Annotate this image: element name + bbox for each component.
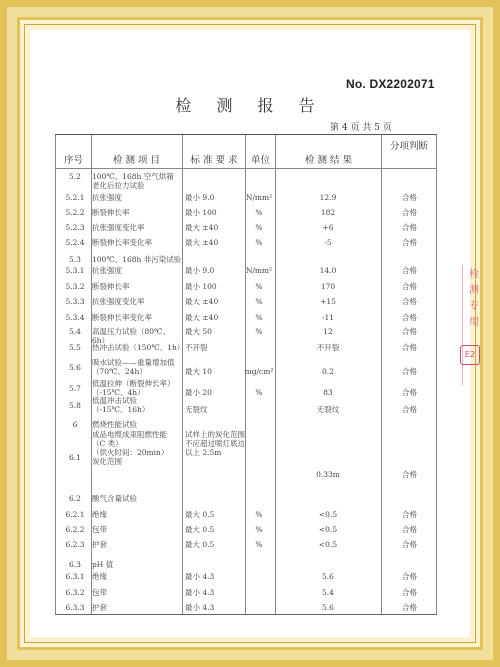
inspection-seal: 检 测 专 用 — [462, 265, 485, 385]
row-item: 低温冲击试验 （-15℃、16h） — [92, 396, 150, 414]
row-unit: % — [255, 525, 263, 534]
row-standard: 最小 9.0 — [185, 266, 215, 275]
row-judgement: 合格 — [402, 282, 417, 291]
row-standard: 最大 0.5 — [185, 525, 215, 534]
row-standard: 最小 4.3 — [185, 572, 215, 581]
row-item: 吸水试验——重量增加值 （70℃、24h） — [92, 358, 175, 376]
row-item: 100℃、168h 非污染试验 — [92, 255, 182, 264]
row-judgement: 合格 — [402, 388, 417, 397]
row-judgement: 合格 — [402, 193, 417, 202]
header-divider — [55, 168, 437, 169]
row-number: 5.7 — [69, 384, 81, 393]
row-standard: 不开裂 — [185, 343, 208, 352]
row-result: +15 — [320, 297, 336, 306]
row-judgement: 合格 — [402, 238, 417, 247]
row-item: 低温拉伸（断裂伸长率） （-15℃、4h） — [92, 379, 175, 397]
row-result: <0.5 — [318, 540, 338, 549]
row-unit: % — [255, 313, 263, 322]
row-unit: % — [255, 208, 263, 217]
row-item: 绝缘 — [92, 572, 107, 581]
header-judge: 分项判断 — [389, 141, 428, 152]
row-item: 护套 — [92, 540, 107, 549]
row-number: 5.5 — [69, 343, 81, 352]
row-unit: N/mm² — [245, 193, 273, 202]
row-item: 抗张强度变化率 — [92, 297, 145, 306]
row-judgement: 合格 — [402, 367, 417, 376]
row-item: 抗张强度变化率 — [92, 223, 145, 232]
row-item: 燃烧性能试验 — [92, 420, 137, 429]
row-item: 断裂伸长率 — [92, 208, 130, 217]
row-standard: 试样上的炭化范围不应超过喷灯底边以上 2.5m — [185, 430, 245, 457]
row-result: 5.6 — [322, 572, 334, 581]
row-judgement: 合格 — [402, 327, 417, 336]
row-unit: % — [255, 540, 263, 549]
row-result: 182 — [320, 208, 336, 217]
row-item: 100℃、168h 空气烘箱 老化后拉力试验 — [92, 172, 174, 190]
row-judgement: 合格 — [402, 313, 417, 322]
row-item: 酸气含量试验 — [92, 494, 137, 503]
row-result: 0.2 — [322, 367, 334, 376]
row-judgement: 合格 — [402, 208, 417, 217]
header-standard: 标 准 要 求 — [190, 155, 238, 166]
row-unit: % — [255, 238, 263, 247]
row-judgement: 合格 — [402, 540, 417, 549]
header-result: 检 测 结 果 — [304, 155, 353, 166]
row-number: 5.2.1 — [65, 193, 85, 202]
row-result: 5.4 — [322, 588, 334, 597]
row-number: 6.2.3 — [65, 540, 85, 549]
row-item: 绝缘 — [92, 510, 107, 519]
row-number: 5.2.2 — [65, 208, 85, 217]
row-number: 6.2.1 — [65, 510, 85, 519]
row-result: <0.5 — [318, 525, 338, 534]
row-unit: % — [255, 282, 263, 291]
row-result: <0.5 — [318, 510, 338, 519]
row-result: 0.33m — [316, 470, 340, 479]
row-unit: % — [255, 510, 263, 519]
row-standard: 最大 ±40 — [185, 297, 219, 306]
row-number: 6.2 — [69, 494, 81, 503]
row-result: 5.6 — [322, 603, 334, 612]
row-result: 83 — [323, 388, 333, 397]
row-judgement: 合格 — [402, 405, 417, 414]
row-number: 5.6 — [69, 363, 81, 372]
row-judgement: 合格 — [402, 470, 417, 479]
row-item: 断裂伸长率变化率 — [92, 238, 152, 247]
seal-code: E2 — [460, 345, 480, 365]
row-item: 成品电缆成束阻燃性能 （C 类） （供火时间：20min） 炭化范围 — [92, 430, 169, 466]
row-number: 5.4 — [69, 327, 81, 336]
row-result: 无裂纹 — [316, 405, 340, 414]
row-result: 12 — [323, 327, 333, 336]
document-number: No. DX2202071 — [346, 77, 435, 91]
row-standard: 最大 ±40 — [185, 313, 219, 322]
row-item: 抗张强度 — [92, 266, 122, 275]
page-info: 第 4 页 共 5 页 — [330, 123, 392, 133]
row-result: 不开裂 — [316, 343, 340, 352]
row-result: +6 — [322, 223, 334, 232]
row-item: 包带 — [92, 588, 107, 597]
row-number: 6.3.1 — [65, 572, 85, 581]
row-result: 14.0 — [319, 266, 337, 275]
row-judgement: 合格 — [402, 343, 417, 352]
row-item: 高温压力试验（80℃、6h） — [92, 327, 170, 345]
row-unit: % — [255, 327, 263, 336]
header-no: 序号 — [63, 155, 83, 166]
row-result: -5 — [324, 238, 332, 247]
row-item: 护套 — [92, 603, 107, 612]
row-result: 12.9 — [319, 193, 337, 202]
row-standard: 最小 4.3 — [185, 603, 215, 612]
row-standard: 最大 ±40 — [185, 238, 219, 247]
row-result: 170 — [320, 282, 336, 291]
row-number: 6.2.2 — [65, 525, 85, 534]
row-number: 6.1 — [69, 453, 81, 462]
row-number: 5.3 — [69, 255, 81, 264]
row-standard: 最大 0.5 — [185, 540, 215, 549]
row-standard: 最大 50 — [185, 327, 212, 336]
table-bottom-rule — [55, 614, 437, 615]
row-item: 热冲击试验（150℃、1h） — [92, 343, 185, 352]
row-item: pH 值 — [92, 560, 114, 569]
row-judgement: 合格 — [402, 297, 417, 306]
row-standard: 最小 100 — [185, 282, 217, 291]
row-standard: 最小 20 — [185, 388, 212, 397]
row-number: 5.3.4 — [65, 313, 85, 322]
row-judgement: 合格 — [402, 603, 417, 612]
row-unit: % — [255, 223, 263, 232]
column-divider — [182, 135, 183, 614]
row-judgement: 合格 — [402, 588, 417, 597]
row-unit: % — [255, 297, 263, 306]
row-judgement: 合格 — [402, 572, 417, 581]
row-standard: 最小 9.0 — [185, 193, 215, 202]
row-result: -11 — [321, 313, 335, 322]
row-number: 6.3.2 — [65, 588, 85, 597]
header-unit: 单位 — [250, 155, 270, 166]
table-top-rule — [55, 134, 437, 135]
row-item: 抗张强度 — [92, 193, 122, 202]
row-number: 5.8 — [69, 401, 81, 410]
header-item: 检 测 项 目 — [112, 155, 161, 166]
row-unit: % — [255, 388, 263, 397]
row-standard: 无裂纹 — [185, 405, 208, 414]
row-judgement: 合格 — [402, 510, 417, 519]
row-standard: 最小 4.3 — [185, 588, 215, 597]
report-title: 检 测 报 告 — [175, 96, 325, 115]
row-unit: N/mm² — [245, 266, 273, 275]
row-standard: 最大 0.5 — [185, 510, 215, 519]
row-number: 5.3.1 — [65, 266, 85, 275]
row-number: 6.3 — [69, 560, 81, 569]
row-judgement: 合格 — [402, 266, 417, 275]
row-item: 断裂伸长率变化率 — [92, 313, 152, 322]
row-number: 5.3.2 — [65, 282, 85, 291]
row-number: 6.3.3 — [65, 603, 85, 612]
row-standard: 最大 ±40 — [185, 223, 219, 232]
row-number: 5.3.3 — [65, 297, 85, 306]
row-standard: 最大 10 — [185, 367, 212, 376]
row-number: 5.2.3 — [65, 223, 85, 232]
row-number: 5.2.4 — [65, 238, 85, 247]
row-item: 断裂伸长率 — [92, 282, 130, 291]
row-standard: 最小 100 — [185, 208, 217, 217]
row-item: 包带 — [92, 525, 107, 534]
row-judgement: 合格 — [402, 525, 417, 534]
row-judgement: 合格 — [402, 223, 417, 232]
row-number: 6 — [72, 420, 78, 429]
row-number: 5.2 — [69, 172, 81, 181]
row-unit: mg/cm² — [244, 367, 274, 376]
